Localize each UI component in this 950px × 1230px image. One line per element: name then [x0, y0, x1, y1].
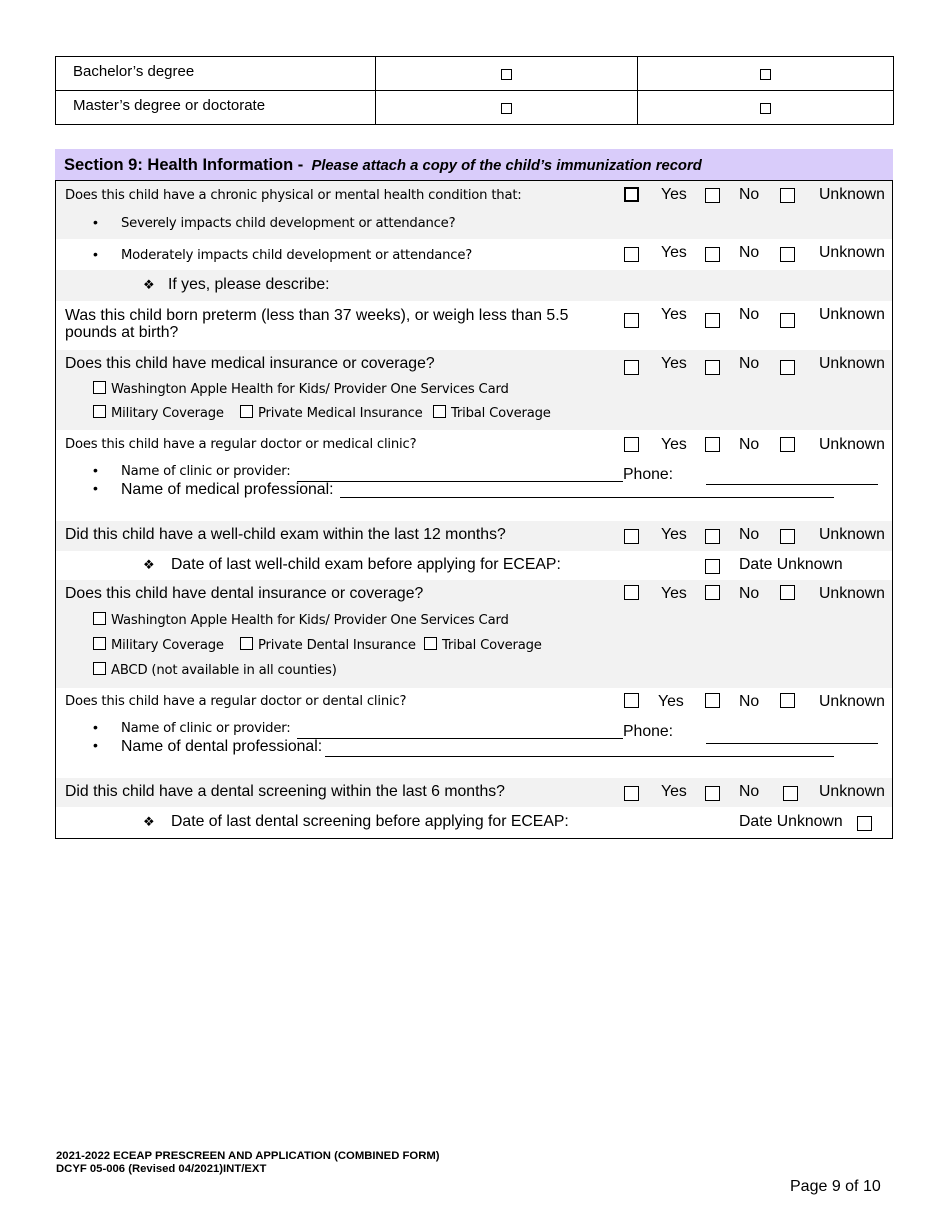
medical-private-option[interactable]: Private Medical Insurance: [240, 405, 423, 421]
unknown-label: Unknown: [819, 436, 885, 453]
no-label: No: [739, 186, 760, 203]
dentist-unknown-checkbox[interactable]: [780, 693, 795, 708]
well-child-date-unknown-checkbox[interactable]: [705, 559, 720, 574]
dental-screening-unknown-checkbox[interactable]: [783, 786, 798, 801]
dental-clinic-input-line[interactable]: [297, 738, 623, 739]
no-label: No: [739, 244, 760, 261]
dental-screening-date-label: Date of last dental screening before applying for ECEAP:: [171, 813, 569, 830]
moderately-unknown-checkbox[interactable]: [780, 247, 795, 262]
well-child-no-checkbox[interactable]: [705, 529, 720, 544]
no-label: No: [739, 306, 760, 323]
dental-screening-yes-checkbox[interactable]: [624, 786, 639, 801]
phone-label: Phone:: [623, 466, 674, 483]
well-child-yes-checkbox[interactable]: [624, 529, 639, 544]
education-cell: [376, 91, 638, 125]
dental-private-option[interactable]: Private Dental Insurance: [240, 637, 416, 653]
education-cell: [376, 57, 638, 91]
dental-abcd-option[interactable]: ABCD (not available in all counties): [93, 662, 337, 678]
doctor-question: Does this child have a regular doctor or medical clinic?: [65, 437, 417, 452]
moderately-no-checkbox[interactable]: [705, 247, 720, 262]
dentist-question: Does this child have a regular doctor or dental clinic?: [65, 694, 407, 709]
preterm-unknown-checkbox[interactable]: [780, 313, 795, 328]
apple-health-checkbox[interactable]: [93, 612, 106, 625]
dental-military-option[interactable]: Military Coverage: [93, 637, 224, 653]
phone-label: Phone:: [623, 723, 674, 740]
medical-military-option[interactable]: Military Coverage: [93, 405, 224, 421]
yes-label: Yes: [661, 436, 687, 453]
education-cell: [638, 91, 894, 125]
yes-label: Yes: [661, 186, 687, 203]
chronic-question: Does this child have a chronic physical or mental health condition that:: [65, 188, 522, 203]
well-child-unknown-checkbox[interactable]: [780, 529, 795, 544]
professional-label: Name of medical professional:: [121, 481, 334, 498]
medical-insurance-question: Does this child have medical insurance or coverage?: [65, 355, 435, 372]
unknown-label: Unknown: [819, 783, 885, 800]
no-label: No: [739, 585, 760, 602]
chronic-unknown-checkbox[interactable]: [780, 188, 795, 203]
section-note: Please attach a copy of the child’s immunization record: [311, 158, 702, 174]
preterm-no-checkbox[interactable]: [705, 313, 720, 328]
tribal-checkbox[interactable]: [424, 637, 437, 650]
yes-label: Yes: [661, 355, 687, 372]
unknown-label: Unknown: [819, 355, 885, 372]
chronic-no-checkbox[interactable]: [705, 188, 720, 203]
diamond-bullet-icon: ❖: [143, 557, 155, 572]
preterm-yes-checkbox[interactable]: [624, 313, 639, 328]
dental-screening-no-checkbox[interactable]: [705, 786, 720, 801]
private-insurance-checkbox[interactable]: [240, 405, 253, 418]
well-child-question: Did this child have a well-child exam within the last 12 months?: [65, 526, 506, 543]
dental-apple-health-option[interactable]: Washington Apple Health for Kids/ Provider One Services Card: [93, 612, 509, 628]
dental-insurance-no-checkbox[interactable]: [705, 585, 720, 600]
education-label: Bachelor’s degree: [56, 57, 376, 91]
private-insurance-checkbox[interactable]: [240, 637, 253, 650]
medical-insurance-yes-checkbox[interactable]: [624, 360, 639, 375]
medical-apple-health-option[interactable]: Washington Apple Health for Kids/ Provider One Services Card: [93, 381, 509, 397]
no-label: No: [739, 693, 760, 710]
medical-tribal-option[interactable]: Tribal Coverage: [433, 405, 551, 421]
well-child-date-label: Date of last well-child exam before applying for ECEAP:: [171, 556, 561, 573]
yes-label: Yes: [661, 783, 687, 800]
describe-label: If yes, please describe:: [168, 276, 330, 293]
checkbox[interactable]: [760, 69, 771, 80]
doctor-yes-checkbox[interactable]: [624, 437, 639, 452]
dentist-no-checkbox[interactable]: [705, 693, 720, 708]
yes-label: Yes: [658, 693, 684, 710]
dentist-yes-checkbox[interactable]: [624, 693, 639, 708]
no-label: No: [739, 355, 760, 372]
table-row: [56, 57, 894, 91]
dental-clinic-label: Name of clinic or provider:: [121, 721, 291, 736]
education-cell: [638, 57, 894, 91]
medical-insurance-unknown-checkbox[interactable]: [780, 360, 795, 375]
page-number: Page 9 of 10: [790, 1178, 881, 1195]
unknown-label: Unknown: [819, 244, 885, 261]
yes-label: Yes: [661, 526, 687, 543]
doctor-no-checkbox[interactable]: [705, 437, 720, 452]
clinic-label: Name of clinic or provider:: [121, 464, 291, 479]
medical-insurance-no-checkbox[interactable]: [705, 360, 720, 375]
yes-label: Yes: [661, 244, 687, 261]
dental-professional-input-line[interactable]: [325, 756, 834, 757]
no-label: No: [739, 783, 760, 800]
apple-health-checkbox[interactable]: [93, 381, 106, 394]
date-unknown-label: Date Unknown: [739, 813, 843, 830]
form-title: 2021-2022 ECEAP PRESCREEN AND APPLICATION (COMBINED FORM): [56, 1150, 440, 1162]
yes-label: Yes: [661, 306, 687, 323]
no-label: No: [739, 526, 760, 543]
dental-screening-date-unknown-checkbox[interactable]: [857, 816, 872, 831]
severely-text: Severely impacts child development or attendance?: [121, 216, 456, 231]
dental-professional-label: Name of dental professional:: [121, 738, 323, 755]
education-label: Master’s degree or doctorate: [56, 91, 376, 125]
yes-label: Yes: [661, 585, 687, 602]
checkbox[interactable]: [501, 69, 512, 80]
dental-insurance-unknown-checkbox[interactable]: [780, 585, 795, 600]
checkbox[interactable]: [501, 103, 512, 114]
unknown-label: Unknown: [819, 585, 885, 602]
clinic-input-line[interactable]: [297, 481, 623, 482]
table-row: [56, 91, 894, 125]
preterm-question-line1: Was this child born preterm (less than 37 weeks), or weigh less than 5.5: [65, 307, 569, 324]
diamond-bullet-icon: ❖: [143, 814, 155, 829]
dental-phone-input-line[interactable]: [706, 743, 878, 744]
phone-input-line[interactable]: [706, 484, 878, 485]
section-header: [55, 149, 893, 181]
abcd-checkbox[interactable]: [93, 662, 106, 675]
military-checkbox[interactable]: [93, 405, 106, 418]
military-checkbox[interactable]: [93, 637, 106, 650]
checkbox[interactable]: [760, 103, 771, 114]
section-title: Section 9: Health Information -: [64, 156, 304, 174]
no-label: No: [739, 436, 760, 453]
unknown-label: Unknown: [819, 186, 885, 203]
date-unknown-label: Date Unknown: [739, 556, 843, 573]
moderately-yes-checkbox[interactable]: [624, 247, 639, 262]
tribal-checkbox[interactable]: [433, 405, 446, 418]
form-number: DCYF 05-006 (Revised 04/2021)INT/EXT: [56, 1163, 267, 1175]
dental-insurance-yes-checkbox[interactable]: [624, 585, 639, 600]
professional-input-line[interactable]: [340, 497, 834, 498]
preterm-question-line2: pounds at birth?: [65, 324, 179, 341]
unknown-label: Unknown: [819, 693, 885, 710]
unknown-label: Unknown: [819, 306, 885, 323]
diamond-bullet-icon: ❖: [143, 277, 155, 292]
education-table: [55, 56, 894, 125]
doctor-unknown-checkbox[interactable]: [780, 437, 795, 452]
chronic-yes-checkbox[interactable]: [624, 187, 639, 202]
dental-tribal-option[interactable]: Tribal Coverage: [424, 637, 542, 653]
dental-insurance-question: Does this child have dental insurance or coverage?: [65, 585, 424, 602]
dental-screening-question: Did this child have a dental screening within the last 6 months?: [65, 783, 505, 800]
moderately-text: Moderately impacts child development or attendance?: [121, 248, 473, 263]
health-section: Does this child have a chronic physical or mental health condition that: Yes No Unknown • Severely impacts child development or attendance? • Moderately impacts child development or attendance? Yes No Unknown ❖ If yes, please describe: Was this child born preterm (less than 37 weeks), or weigh less than 5.5 pounds at birth? Yes No Unknown Does this child have medical insurance or coverage? Yes No Unknown Washington Apple Health for Kids/ Provider One Services Card Military Coverage Private Medical Insurance Tribal Coverage Does this child have a regular doctor or medical clinic? Yes No Unknown • Name of clinic or provider: Phone: • Name of medical professional: Did this child have a well-child exam within the last 12 months? Yes No Unknown ❖ Date of last well-child exam before applying for ECEAP: Date Unknown Does this child have dental insurance or coverage? Yes No Unknown Washington Apple Health for Kids/ Provider One Services Card Military Coverage Private Dental Insurance Tribal Coverage ABCD (not available in all counties) Does this child have a regular doctor or dental clinic? Yes No Unknown • Name of clinic or provider: Phone: • Name of dental professional: Did this child have a dental screening within the last 6 months? Yes No Unknown ❖ Date of last dental screening before applying for ECEAP: Date Unknown: [55, 181, 893, 839]
unknown-label: Unknown: [819, 526, 885, 543]
